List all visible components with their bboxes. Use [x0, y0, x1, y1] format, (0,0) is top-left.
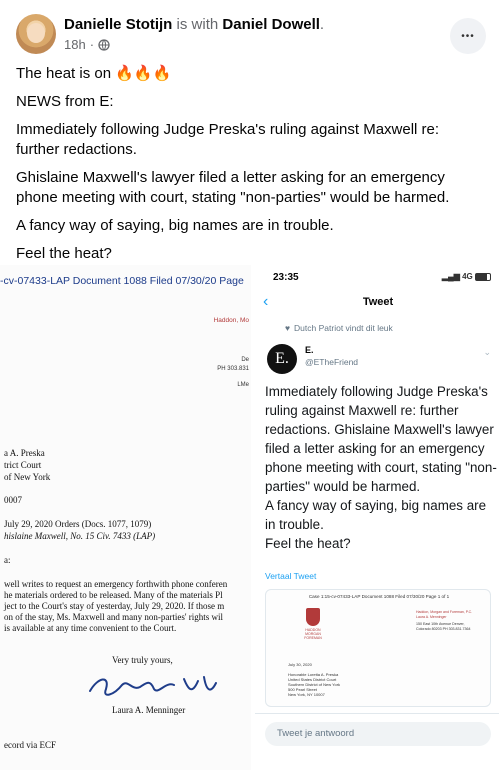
- phone-status-bar: [255, 265, 499, 287]
- signal-icon: ▂▄▆: [441, 272, 460, 281]
- tweet-embedded-document: [265, 589, 491, 707]
- tweet-body-text: Immediately following Judge Preska's ruling against Maxwell re: further redactions. Ghislaine Maxwell's lawyer filed a letter asking for an emergency phone meeting with court, stating "non-parties" would be harmed.: [265, 384, 497, 494]
- embed-firm: Haddon, Morgan and Foreman, P.C. Laura A. Menninger: [416, 610, 473, 619]
- tweet-author-handle: @ETheFriend: [305, 357, 359, 367]
- liked-by-text: Dutch Patriot vindt dit leuk: [294, 323, 393, 333]
- post-line: The heat is on 🔥🔥🔥: [16, 65, 172, 82]
- tweet-author-name: E.: [305, 345, 314, 355]
- tweet-avatar: E.: [267, 344, 297, 374]
- post-header: [16, 10, 486, 58]
- doc-line: on of the stay, Ms. Maxwell and many non-parties' rights wil: [4, 612, 224, 622]
- avatar[interactable]: [16, 14, 56, 54]
- tweet-body-text-3: Feel the heat?: [265, 536, 351, 551]
- battery-icon: [475, 273, 491, 281]
- embed-logo-text: HADDON MORGAN FOREMAN: [304, 628, 322, 640]
- embed-recipient: Honorable Loretta A. Preska United States District Court Southern District of New York 500 Pearl Street New York, NY 10007: [288, 672, 341, 697]
- post-meta: [64, 37, 110, 52]
- chevron-down-icon: ⌄: [483, 347, 491, 357]
- tweet-body-text-2: A fancy way of saying, big names are in trouble.: [265, 498, 487, 532]
- tweet-nav-title: Tweet: [362, 296, 394, 308]
- firm-city: De: [241, 357, 249, 363]
- with-text: is with: [176, 16, 219, 33]
- dot-separator: ·: [89, 37, 95, 52]
- post-line: Immediately following Judge Preska's ruling against Maxwell re: further redactions.: [16, 121, 440, 158]
- post-time[interactable]: 18h: [64, 37, 86, 52]
- firm-email: LMe: [237, 382, 249, 388]
- embed-date: July 30, 2020: [288, 662, 312, 667]
- post-text: [16, 64, 486, 272]
- doc-line: a A. Preska: [4, 448, 45, 458]
- translate-tweet-link: Vertaal Tweet: [265, 571, 317, 581]
- doc-line: hislaine Maxwell, No. 15 Civ. 7433 (LAP): [4, 531, 156, 541]
- heart-icon: ♥: [285, 323, 291, 333]
- doc-line: July 29, 2020 Orders (Docs. 1077, 1079): [4, 519, 152, 529]
- doc-line: ject to the Court's stay of yesterday, July 29, 2020. If those m: [4, 601, 225, 611]
- doc-line: well writes to request an emergency forthwith phone conferen: [4, 579, 228, 589]
- signer-name: Laura A. Menninger: [112, 705, 186, 715]
- liked-by: [285, 323, 393, 333]
- post-author-line: [64, 16, 324, 33]
- period: .: [319, 16, 325, 33]
- firm-phone: PH 303.831: [217, 366, 249, 372]
- more-options-button[interactable]: [450, 18, 486, 54]
- post-line: NEWS from E:: [16, 93, 114, 110]
- tweet-screenshot-image[interactable]: [253, 265, 499, 770]
- doc-line: of New York: [4, 472, 51, 482]
- reply-bar: [255, 713, 499, 770]
- court-document-image[interactable]: [0, 265, 251, 770]
- post-line: Ghislaine Maxwell's lawyer filed a letter asking for an emergency phone meeting with court, stating "non-parties" would be harmed.: [16, 169, 450, 206]
- author-name[interactable]: Danielle Stotijn: [64, 16, 173, 33]
- globe-icon: [98, 39, 110, 51]
- status-time: 23:35: [273, 272, 299, 283]
- doc-line: trict Court: [4, 460, 42, 470]
- tagged-name[interactable]: Daniel Dowell: [222, 16, 320, 33]
- signature-icon: [88, 669, 218, 703]
- firm-name: Haddon, Mo: [213, 317, 249, 324]
- doc-line: he materials ordered to be released. Many of the materials Pl: [4, 590, 223, 600]
- tweet-body: [265, 382, 499, 553]
- embed-header: Case 1:15-cv-07433-LAP Document 1088 Filed 07/30/20 Page 1 of 1: [308, 594, 450, 599]
- post-line: A fancy way of saying, big names are in trouble.: [16, 217, 334, 234]
- tweet-navbar: [255, 291, 499, 315]
- status-network: [442, 272, 491, 281]
- embed-address: 150 East 10th Avenue Denver, Colorado 80203 PH 303.831.7364: [416, 622, 471, 631]
- doc-line: a:: [4, 555, 11, 565]
- doc-line: ecord via ECF: [4, 740, 56, 750]
- reply-input: Tweet je antwoord: [265, 722, 491, 746]
- doc-line: 0007: [4, 495, 22, 505]
- doc-line: is available at any time convenient to the Court.: [4, 623, 177, 633]
- back-arrow-icon[interactable]: ‹: [263, 293, 269, 310]
- firm-logo-icon: [306, 608, 320, 626]
- closing: Very truly yours,: [112, 655, 173, 665]
- document-header: -cv-07433-LAP Document 1088 Filed 07/30/20 Page: [0, 275, 244, 287]
- more-icon: •••: [461, 30, 475, 42]
- post-line: Feel the heat?: [16, 245, 112, 262]
- network-label: 4G: [462, 272, 473, 281]
